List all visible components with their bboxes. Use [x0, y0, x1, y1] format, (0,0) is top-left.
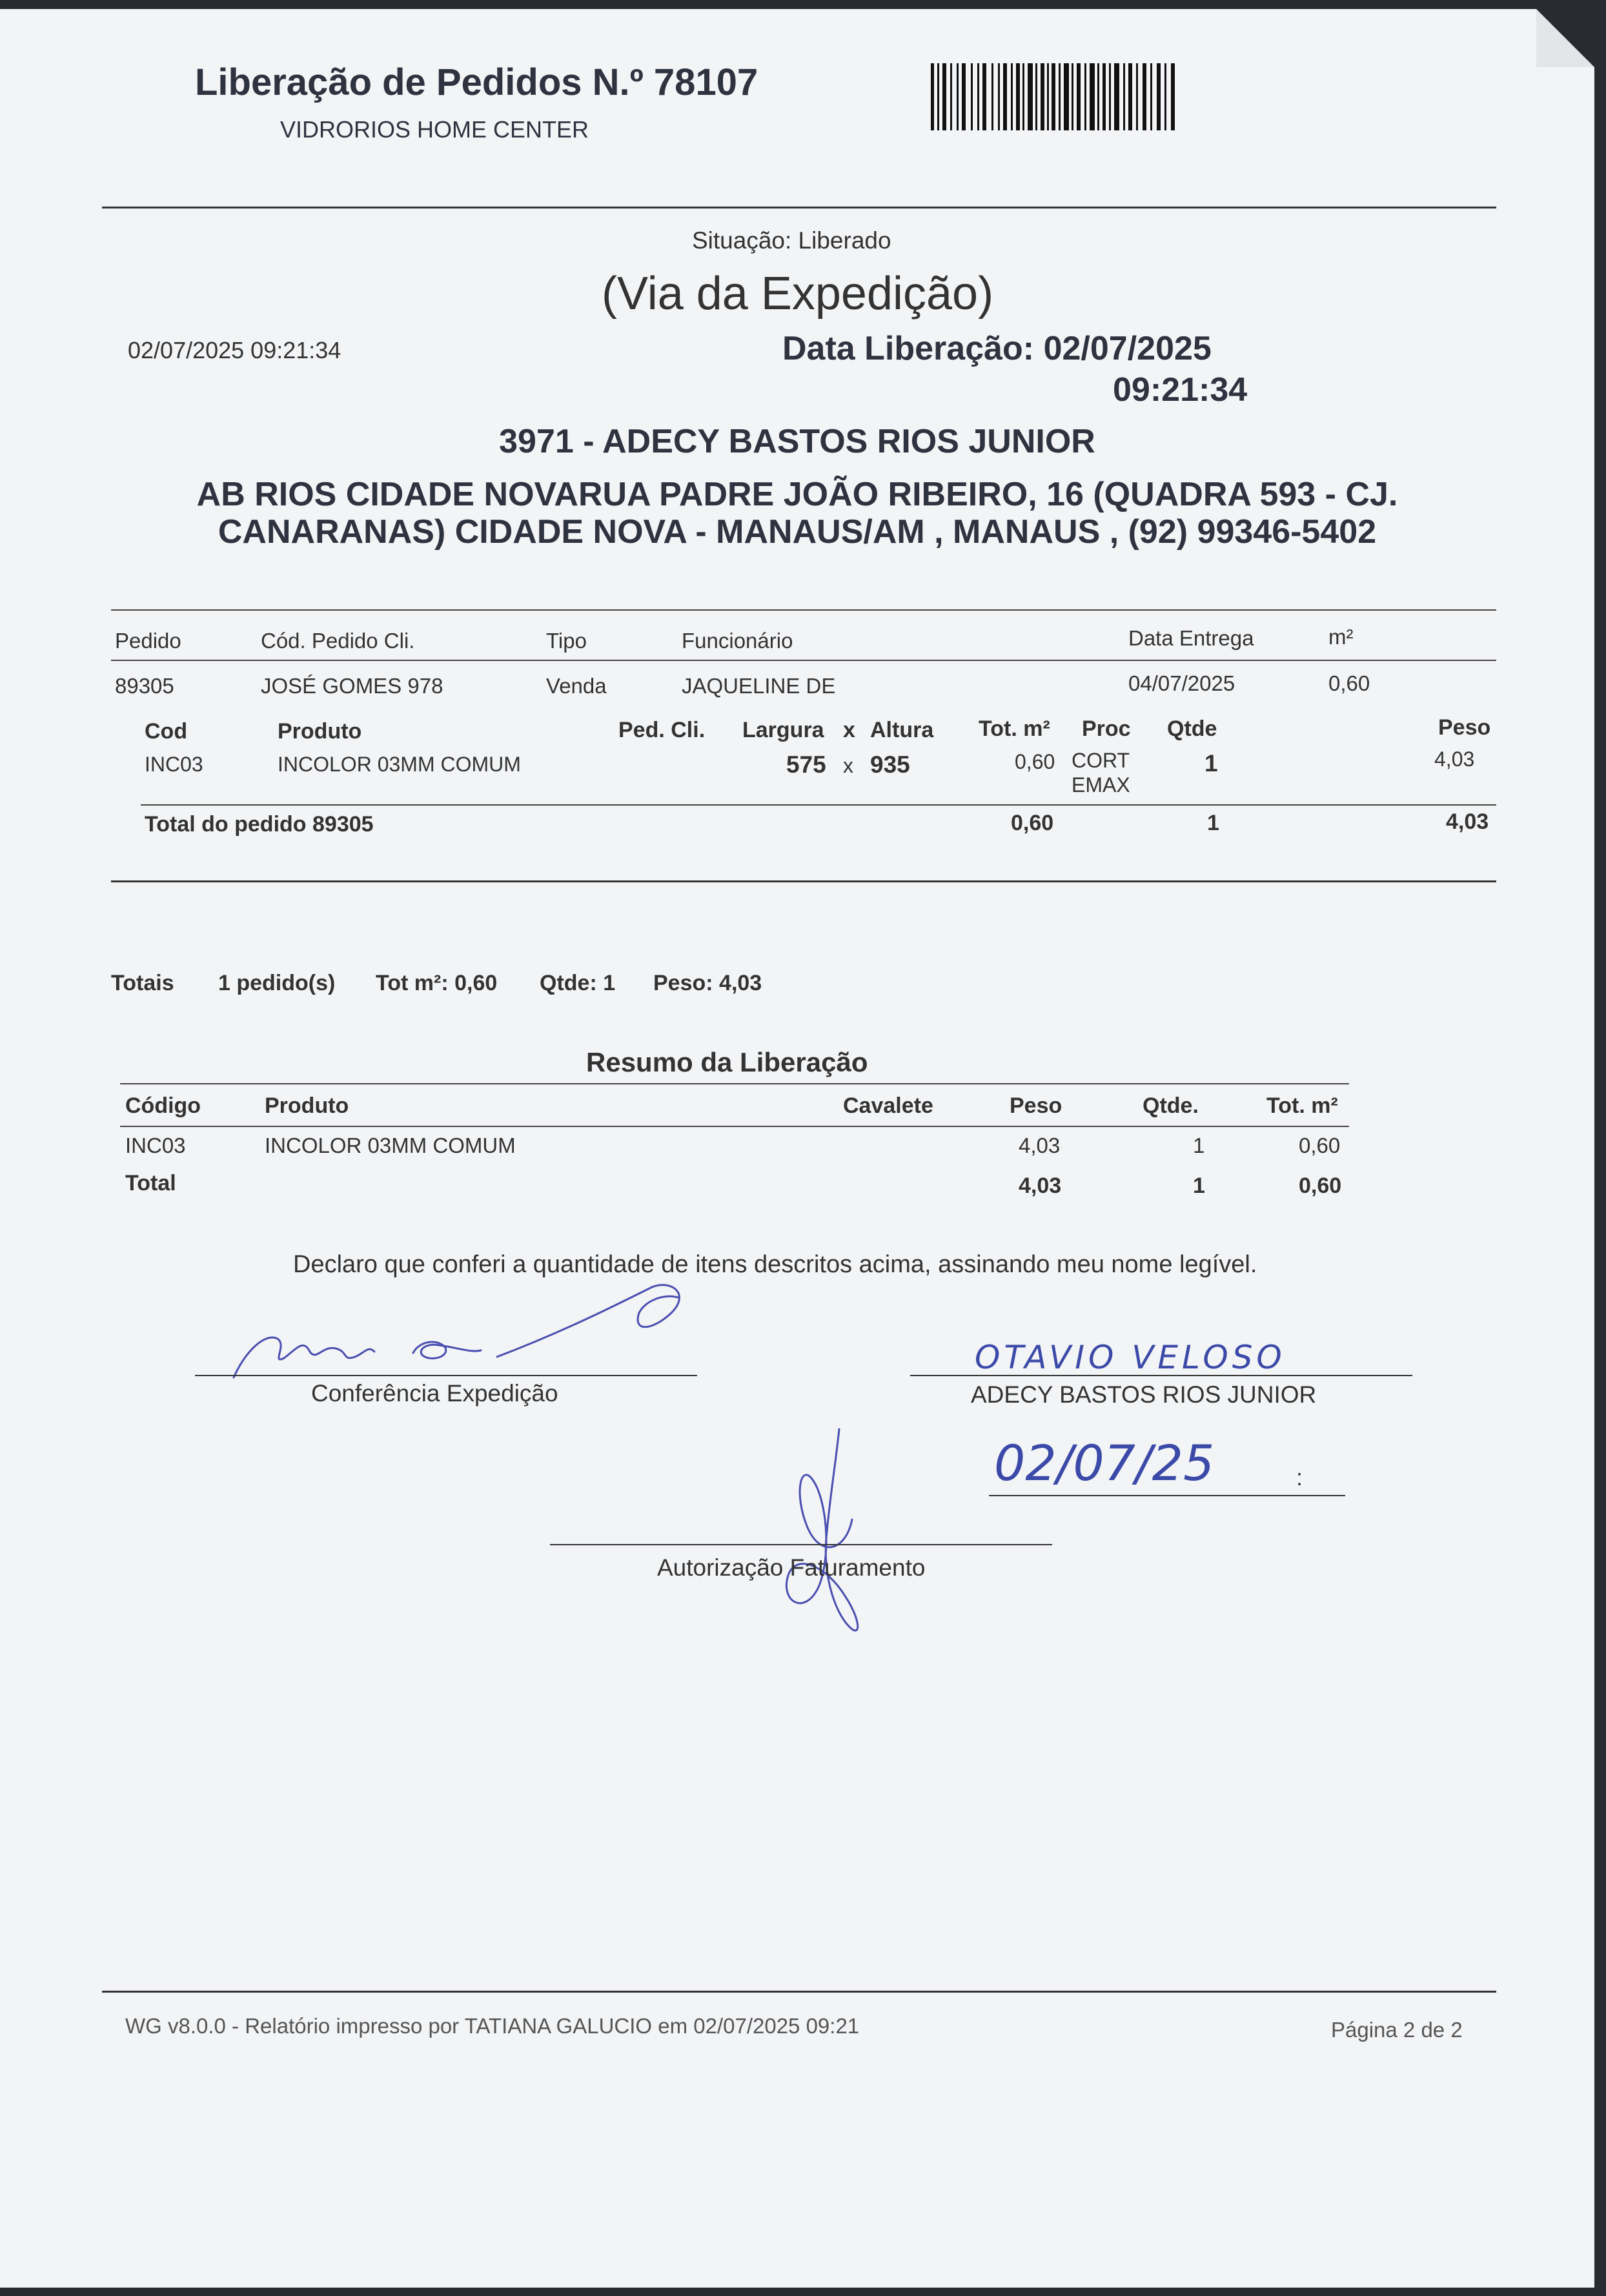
- totals-peso: Peso: 4,03: [653, 971, 762, 995]
- summary-col-codigo: Código: [125, 1093, 201, 1118]
- order-total-m2: 0,60: [1011, 811, 1054, 835]
- order-total-label: Total do pedido 89305: [145, 812, 374, 837]
- summary-row-peso: 4,03: [1019, 1133, 1061, 1157]
- col-m2: m²: [1328, 625, 1354, 649]
- expedition-signature: [226, 1281, 717, 1390]
- release-date: Data Liberação: 02/07/2025: [782, 330, 1212, 367]
- order-table-bottom-rule: [111, 880, 1496, 882]
- order-total-peso: 4,03: [1446, 809, 1489, 834]
- items-col-tot-m2: Tot. m²: [979, 716, 1050, 741]
- copy-label: (Via da Expedição): [602, 268, 994, 320]
- summary-total-label: Total: [125, 1171, 176, 1195]
- conferencia-label: Conferência Expedição: [311, 1380, 558, 1407]
- totals-qtde: Qtde: 1: [540, 971, 616, 995]
- client-signature-line: [910, 1375, 1412, 1376]
- col-funcionario: Funcionário: [682, 629, 793, 653]
- item-proc-2: EMAX: [1072, 773, 1130, 797]
- summary-row-qtde: 1: [1193, 1133, 1205, 1157]
- order-data-entrega: 04/07/2025: [1128, 671, 1235, 695]
- order-pedido: 89305: [115, 674, 174, 698]
- item-tot-m2: 0,60: [1015, 750, 1055, 773]
- summary-total-peso: 4,03: [1019, 1173, 1062, 1198]
- items-total-rule: [141, 804, 1496, 806]
- item-altura: 935: [870, 751, 910, 778]
- declaration-text: Declaro que conferi a quantidade de itens descritos acima, assinando meu nome legível.: [293, 1251, 1257, 1278]
- expedition-signature-line: [195, 1375, 697, 1376]
- items-col-largura: Largura: [742, 718, 824, 742]
- items-col-produto: Produto: [278, 719, 362, 744]
- client-label: ADECY BASTOS RIOS JUNIOR: [971, 1381, 1317, 1408]
- totals-m2: Tot m²: 0,60: [376, 971, 498, 995]
- summary-col-tot-m2: Tot. m²: [1266, 1093, 1338, 1118]
- folded-corner: [1536, 9, 1594, 67]
- summary-col-produto: Produto: [265, 1093, 349, 1118]
- document-title: Liberação de Pedidos N.º 78107: [195, 61, 758, 103]
- header-divider: [102, 207, 1496, 208]
- footer-page-number: Página 2 de 2: [1331, 2018, 1463, 2042]
- footer-divider: [102, 1991, 1496, 1993]
- company-name: VIDRORIOS HOME CENTER: [280, 116, 589, 143]
- document-sheet: [0, 9, 1594, 2288]
- summary-title: Resumo da Liberação: [586, 1047, 868, 1077]
- date-line: [989, 1495, 1345, 1496]
- summary-total-qtde: 1: [1193, 1173, 1205, 1198]
- date-time-separator: :: [1296, 1464, 1303, 1490]
- client-address-line1: AB RIOS CIDADE NOVARUA PADRE JOÃO RIBEIRO, 16 (QUADRA 593 - CJ.: [196, 476, 1398, 513]
- item-qtde: 1: [1204, 750, 1218, 777]
- col-tipo: Tipo: [546, 629, 587, 653]
- totals-label: Totais: [111, 971, 174, 995]
- release-time: 09:21:34: [1113, 371, 1248, 409]
- summary-row-codigo: INC03: [125, 1133, 186, 1157]
- order-tipo: Venda: [546, 674, 607, 698]
- summary-top-rule: [120, 1083, 1349, 1084]
- col-pedido: Pedido: [115, 629, 181, 653]
- items-col-ped-cli: Ped. Cli.: [618, 718, 706, 742]
- summary-col-cavalete: Cavalete: [843, 1093, 933, 1118]
- items-col-cod: Cod: [145, 719, 188, 744]
- col-cod-pedido-cli: Cód. Pedido Cli.: [261, 629, 415, 653]
- item-proc-1: CORT: [1072, 749, 1130, 772]
- order-table-top-rule: [111, 609, 1496, 611]
- summary-row-produto: INCOLOR 03MM COMUM: [265, 1133, 516, 1157]
- item-x: x: [843, 754, 853, 777]
- summary-total-tot-m2: 0,60: [1299, 1173, 1342, 1198]
- autorizacao-signature-line: [550, 1544, 1052, 1545]
- summary-row-tot-m2: 0,60: [1299, 1133, 1341, 1157]
- footer-report-info: WG v8.0.0 - Relatório impresso por TATIANA GALUCIO em 02/07/2025 09:21: [125, 2014, 860, 2038]
- items-col-proc: Proc: [1082, 716, 1131, 741]
- order-m2: 0,60: [1328, 671, 1370, 695]
- handwritten-date: 02/07/25: [994, 1434, 1215, 1492]
- item-cod: INC03: [145, 753, 203, 776]
- order-funcionario: JAQUELINE DE: [682, 674, 836, 698]
- summary-header-rule: [120, 1126, 1349, 1127]
- col-data-entrega: Data Entrega: [1128, 626, 1254, 650]
- print-datetime: 02/07/2025 09:21:34: [128, 337, 341, 363]
- item-produto: INCOLOR 03MM COMUM: [278, 753, 521, 776]
- barcode: [931, 63, 1176, 130]
- items-col-altura: Altura: [870, 718, 934, 742]
- item-largura: 575: [786, 751, 826, 778]
- autorizacao-signature: [755, 1423, 884, 1642]
- order-table-header-rule: [111, 660, 1496, 661]
- status-label: Situação: Liberado: [692, 227, 891, 254]
- items-col-qtde: Qtde: [1167, 716, 1217, 741]
- summary-col-peso: Peso: [1010, 1093, 1062, 1118]
- items-col-x: x: [843, 718, 855, 742]
- client-name: 3971 - ADECY BASTOS RIOS JUNIOR: [499, 423, 1095, 460]
- items-col-peso: Peso: [1438, 715, 1491, 740]
- item-peso: 4,03: [1434, 747, 1475, 771]
- summary-col-qtde: Qtde.: [1143, 1093, 1199, 1118]
- totals-pedidos: 1 pedido(s): [218, 971, 336, 995]
- client-address-line2: CANARANAS) CIDADE NOVA - MANAUS/AM , MANAUS , (92) 99346-5402: [218, 513, 1377, 551]
- order-cod-pedido-cli: JOSÉ GOMES 978: [261, 674, 443, 698]
- autorizacao-label: Autorização Faturamento: [657, 1554, 926, 1581]
- order-total-qtde: 1: [1207, 811, 1219, 835]
- client-handwritten-name: OTAVIO VELOSO: [975, 1339, 1286, 1376]
